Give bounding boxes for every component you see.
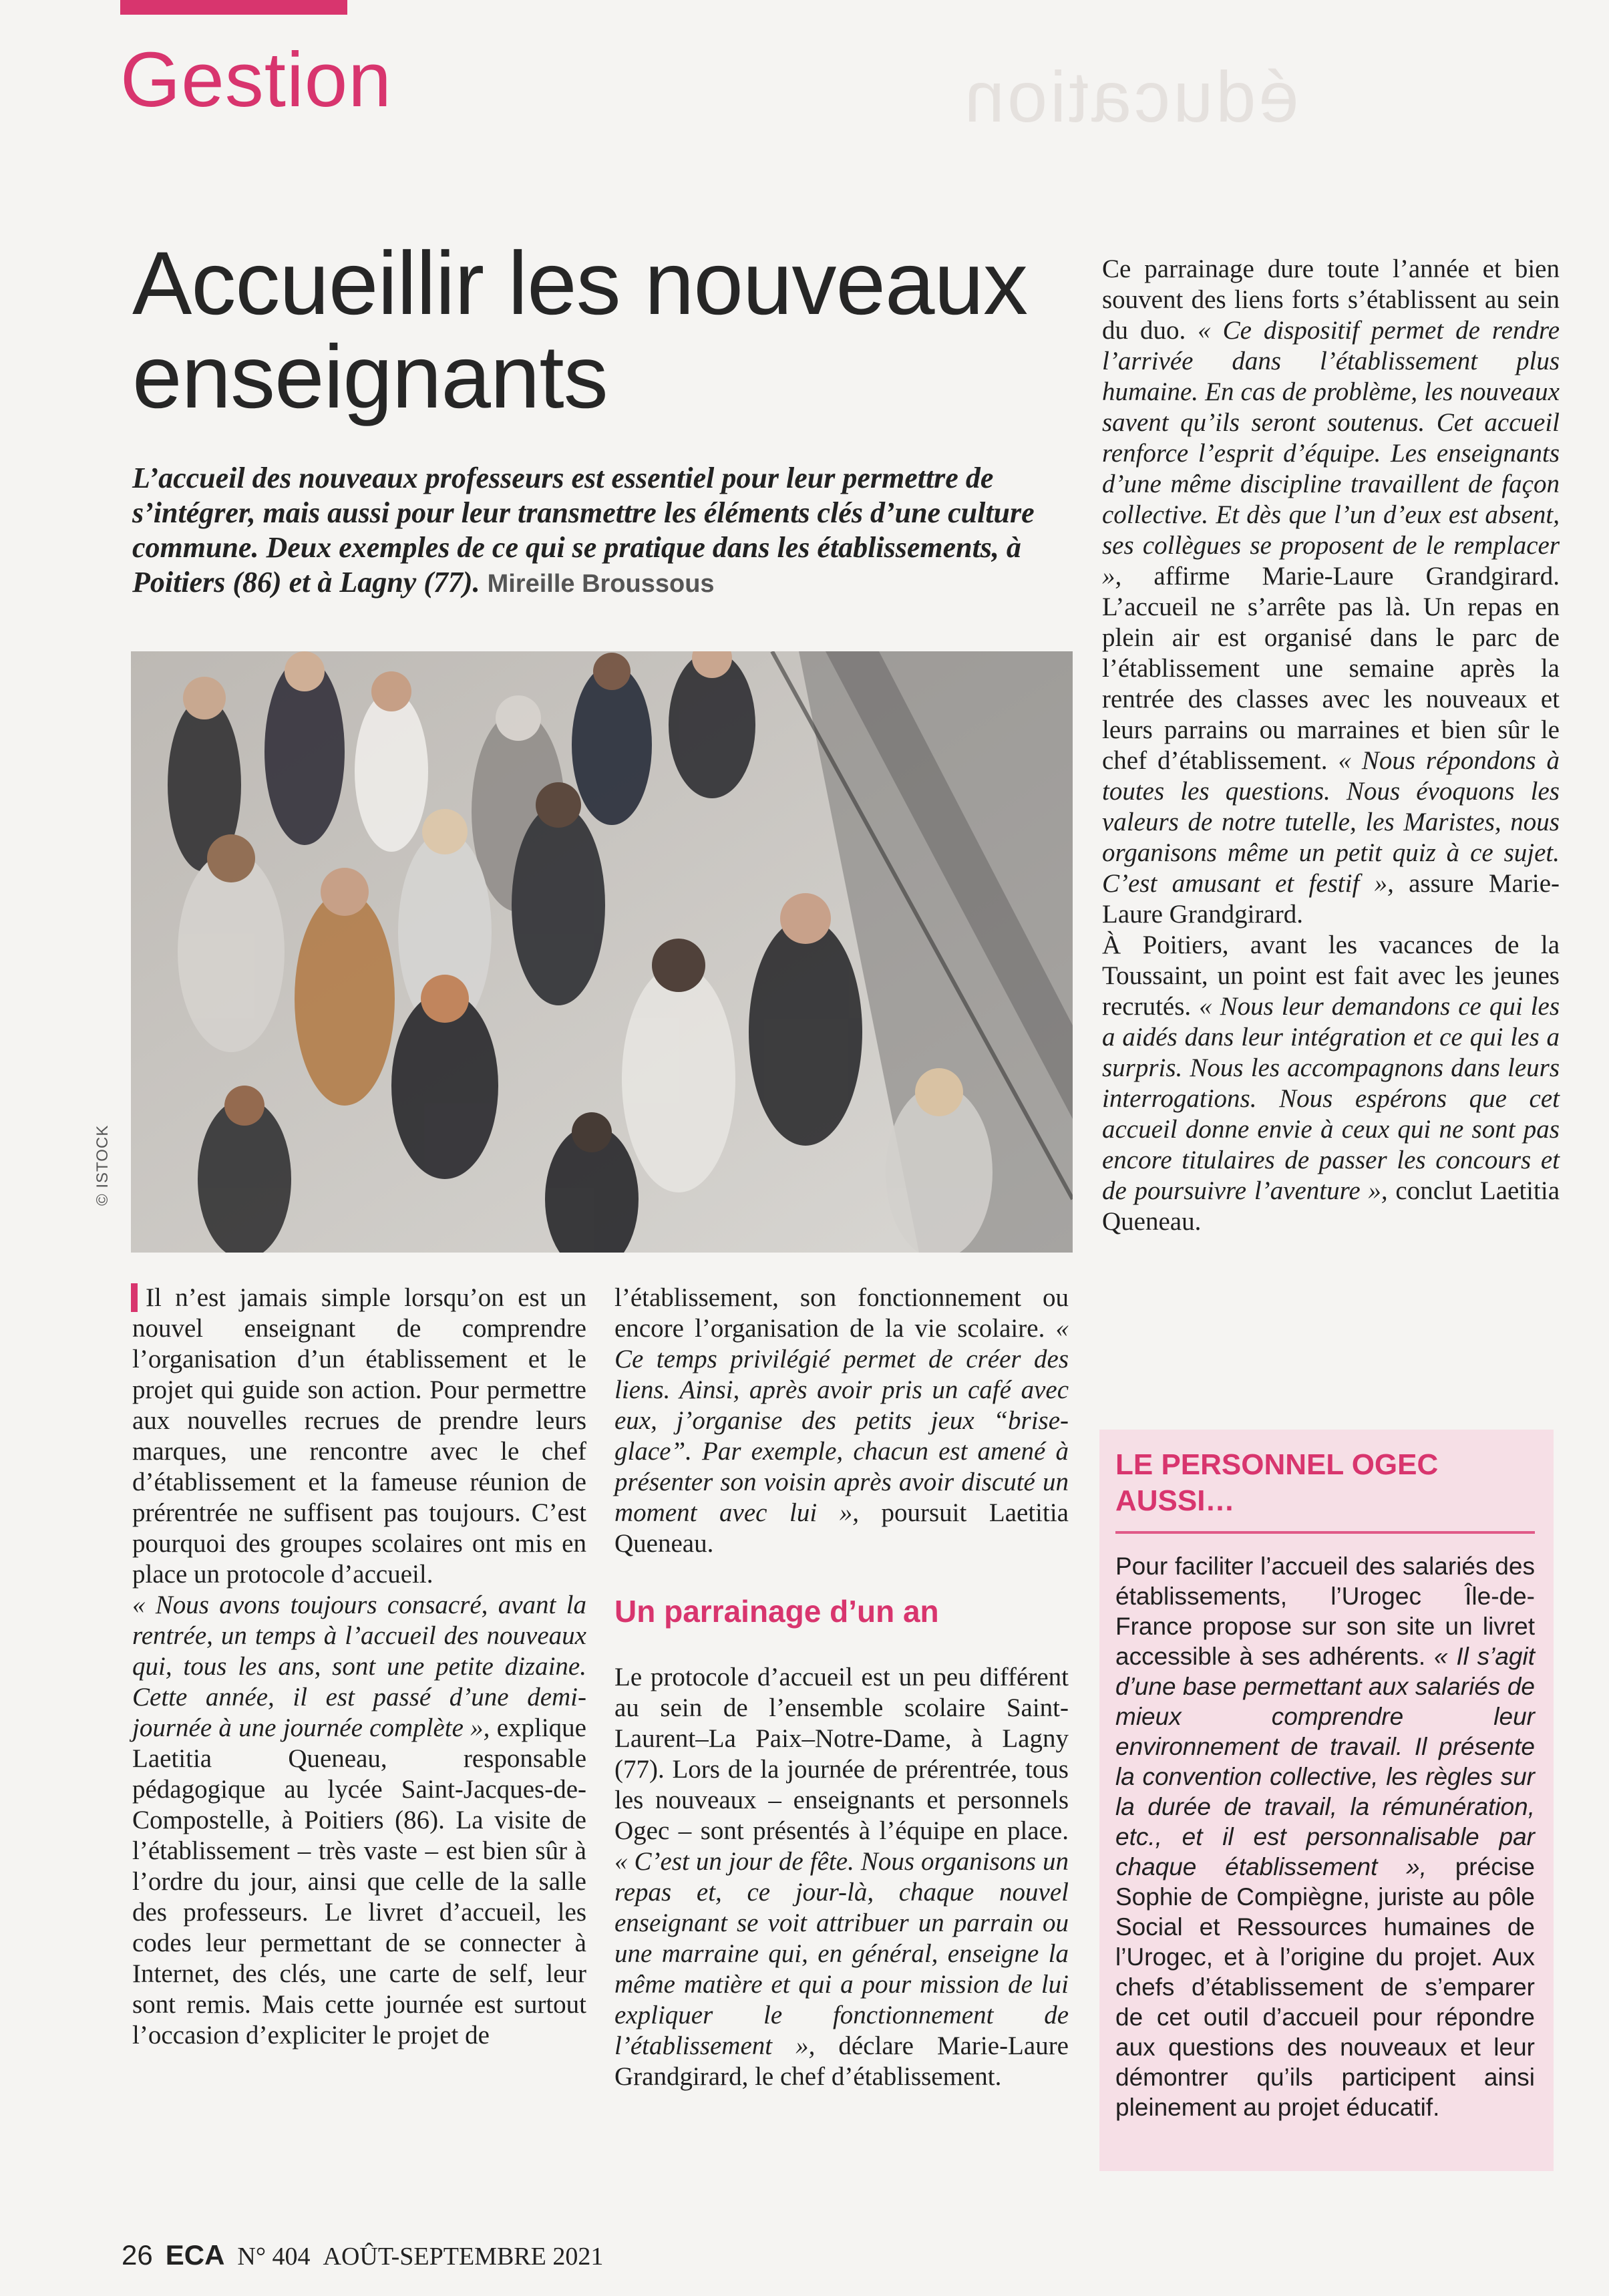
quote-text: « Il s’agit d’une base permettant aux salariés de mieux comprendre leur environnement de travail. Il présente la convention collective, les règles sur la durée de travail, la rémunération, etc., et il est personnalisable par chaque établissement », [1115,1643,1536,1880]
body-text: Le protocole d’accueil est un peu différent au sein de l’ensemble scolaire Saint-Laurent–La Paix–Notre-Dame, à Lagny (77). Lors de la journée de prérentrée, tous les nouveaux – enseignants et personnels Ogec – sont présentés à l’équipe en place. [614,1663,1069,1845]
body-text: explique Laetitia Queneau, responsable pédagogique au lycée Saint-Jacques-de-Compostelle, à Poitiers (86). La visite de l’établissement – très vaste – est bien sûr à l’ordre du jour, ainsi que celle de la salle des professeurs. Le livret d’accueil, les codes leur permettant de se connecter à Internet, des clés, une carte de self, leur sont remis. Mais cette journée est surtout l’occasion d’expliciter le projet de [132,1713,586,2049]
body-text: À Poitiers, avant les vacances de la Toussaint, un point est fait avec les jeunes recrutés. [1102,931,1560,1021]
magazine-name: ECA [165,2239,225,2271]
intro-text: L’accueil des nouveaux professeurs est essentiel pour leur permettre de s’intégrer, mais aussi pour leur transmettre les éléments clés d’une culture commune. Deux exemples de ce qui se pratique dans les établissements, à Poitiers (86) et à Lagny (77). [132,462,1035,599]
body-text: poursuit Laetitia Queneau. [614,1498,1069,1558]
article-column-2 [614,1283,1069,2092]
crowd-photo-illustration [131,651,1073,1253]
body-text: déclare Marie-Laure Grandgirard, le chef d’établissement. [614,2031,1069,2091]
body-text: Pour faciliter l’accueil des salariés des établissements, l’Urogec Île-de-France propose sur son site un livret accessible à ses adhérents. [1115,1552,1535,1670]
quote-text: « C’est un jour de fête. Nous organisons un repas et, ce jour-là, chaque nouvel enseignant se voit attribuer un parrain ou une marraine qui, en général, enseigne la même matière et qui a pour mission de lui expliquer le fonctionnement de l’établissement », [614,1847,1069,2060]
issue-date: AOÛT-SEPTEMBRE 2021 [323,2243,604,2271]
author-name: Mireille Broussous [487,570,715,598]
quote-text: « Nous avons toujours consacré, avant la rentrée, un temps à l’accueil des nouveaux qui, tous les ans, sont une petite dizaine. Cette année, il est passé d’une demi-journée à une journée complète », [132,1591,586,1742]
section-color-bar [120,0,347,15]
quote-text: « Ce dispositif permet de rendre l’arrivée dans l’établissement plus humaine. En cas de problème, les nouveaux savent qu’ils seront soutenus. Cet accueil renforce l’esprit d’équipe. Les enseignants d’une même discipline travaillent de façon collective. Et dès que l’un d’eux est absent, ses collègues se proposent de le remplacer », [1102,316,1560,591]
photo-credit: © ISTOCK [94,1124,112,1206]
article-title: Accueillir les nouveaux enseignants [132,234,1028,427]
article-column-3 [1102,254,1560,1237]
issue-number: N° 404 [237,2243,311,2271]
body-text: l n’est jamais simple lorsqu’on est un nouvel enseignant de comprendre l’organisation d’un établissement et le projet qui guide son action. Pour permettre aux nouvelles recrues de prendre leurs marques, une rencontre avec le chef d’établissement et la fameuse réunion de prérentrée ne suffisent pas toujours. C’est pourquoi des groupes scolaires ont mis en place un protocole d’accueil. [132,1283,586,1589]
page-footer [122,2239,603,2271]
quote-text: « Ce temps privilégié permet de créer des liens. Ainsi, après avoir pris un café avec eux, j’organise des petits jeux “brise-glace”. Par exemple, chacun est amené à présenter son voisin après avoir discuté un moment avec lui », [614,1314,1069,1527]
paragraph [1102,930,1560,1237]
body-text: assure Marie-Laure Grandgirard. [1102,869,1560,929]
paragraph [614,1662,1069,2092]
sidebar-title: LE PERSONNEL OGEC AUSSI… [1115,1447,1535,1534]
section-label: Gestion [120,36,392,123]
quote-text: « Nous répondons à toutes les questions. Nous évoquons les valeurs de notre tutelle, les Maristes, nous organisons même un petit quiz à ce sujet. C’est amusant et festif », [1102,746,1560,898]
sidebar-box [1099,1430,1554,2171]
article-intro [132,461,1087,601]
article-subheading: Un parrainage d’un an [614,1594,939,1629]
paragraph [132,1283,586,1590]
sidebar-body [1115,1551,1535,2122]
article-column-1 [132,1283,586,2051]
body-text: conclut Laetitia Queneau. [1102,1176,1560,1236]
body-text: l’établissement, son fonctionnement ou encore l’organisation de la vie scolaire. [614,1283,1069,1343]
article-photo [131,651,1073,1253]
quote-text: « Nous leur demandons ce qui les a aidés dans leur intégration et ce qui les a surpris. Nous les accompagnons dans leurs interrogations. Nous espérons que cet accueil donne envie à ceux qui ne sont pas encore titulaires de passer les concours et de poursuivre l’aventure », [1102,992,1560,1205]
drop-cap: I [131,1283,154,1312]
paragraph [1102,254,1560,930]
show-through-text: éducation [962,56,1299,137]
page-number: 26 [122,2239,153,2271]
paragraph [132,1590,586,2051]
body-text: Ce parrainage dure toute l’année et bien souvent des liens forts s’établissent au sein du duo. [1102,255,1560,345]
body-text: affirme Marie-Laure Grandgirard. L’accueil ne s’arrête pas là. Un repas en plein air est organisé dans le parc de l’établissement une semaine après la rentrée des classes avec les nouveaux et leurs parrains ou marraines et bien sûr le chef d’établissement. [1102,562,1560,775]
paragraph [614,1283,1069,1559]
body-text: précise Sophie de Compiègne, juriste au pôle Social et Ressources humaines de l’Urogec, et à l’origine du projet. Aux chefs d’établissement de s’emparer de cet outil d’accueil pour répondre aux questions des nouveaux et leur démontrer qu’ils participent ainsi pleinement au projet éducatif. [1115,1853,1536,2121]
